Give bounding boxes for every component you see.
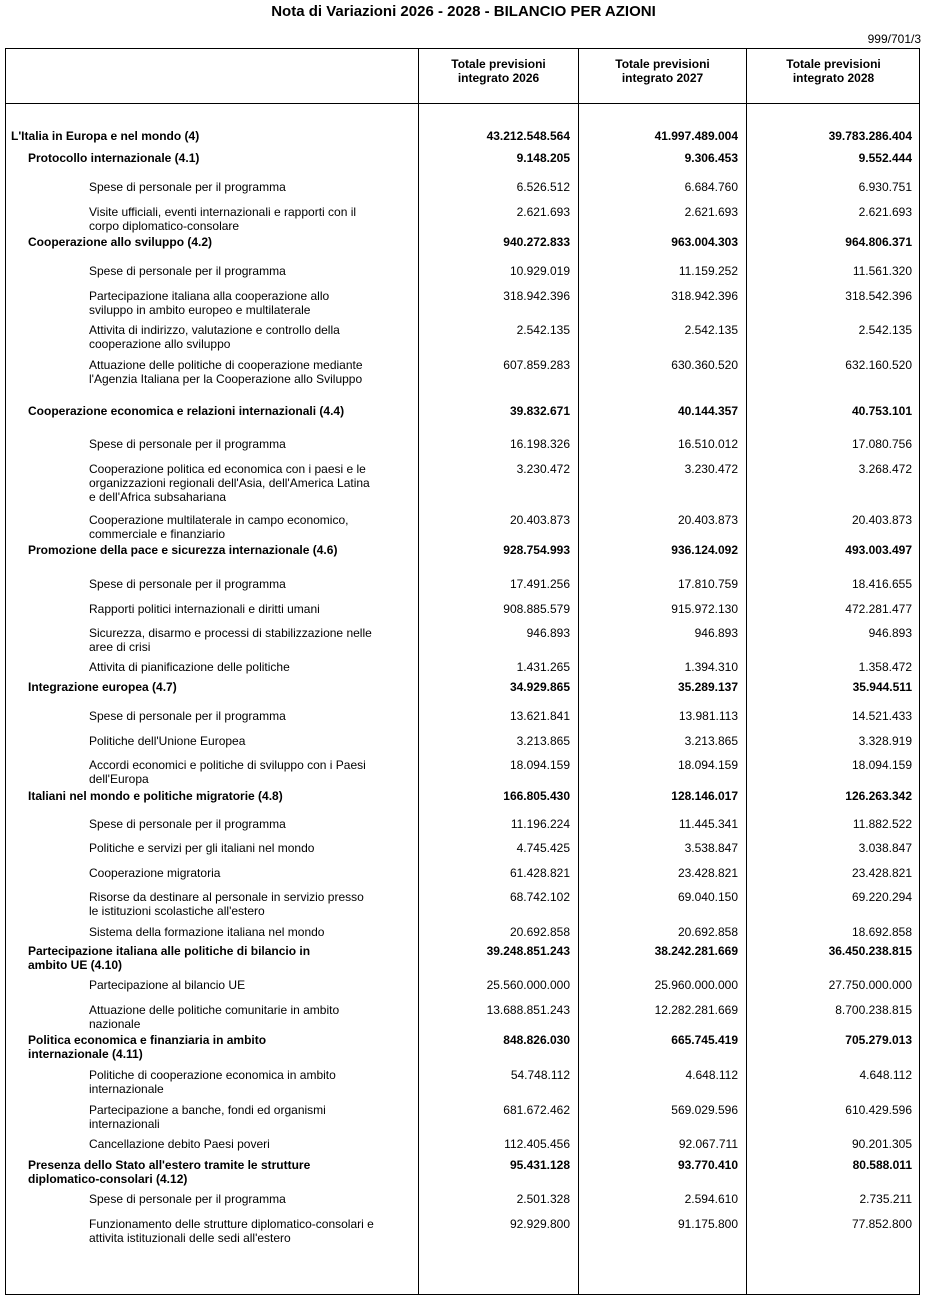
value-cell-2027: 665.745.419: [671, 1033, 738, 1047]
value-cell-2027: 38.242.281.669: [654, 944, 738, 958]
value-cell-2027: 17.810.759: [677, 577, 738, 591]
value-cell-2028: 2.621.693: [858, 205, 912, 219]
value-cell-2026: 2.621.693: [516, 205, 570, 219]
action-label: Spese di personale per il programma: [89, 437, 286, 451]
value-cell-2028: 3.268.472: [858, 462, 912, 476]
value-cell-2026: 61.428.821: [509, 866, 570, 880]
value-cell-2027: 18.094.159: [677, 758, 738, 772]
value-cell-2027: 946.893: [694, 626, 738, 640]
value-cell-2028: 964.806.371: [845, 235, 912, 249]
value-cell-2028: 6.930.751: [858, 180, 912, 194]
value-cell-2026: 95.431.128: [509, 1158, 570, 1172]
value-cell-2028: 318.542.396: [845, 289, 912, 303]
action-label: Cooperazione politica ed economica con i paesi e le organizzazioni regionali dell'Asia, dell'America Latina e dell'Africa subsahariana: [89, 462, 370, 504]
value-cell-2028: 23.428.821: [851, 866, 912, 880]
value-cell-2027: 41.997.489.004: [654, 129, 738, 143]
value-cell-2028: 4.648.112: [859, 1068, 912, 1082]
value-cell-2026: 2.501.328: [516, 1192, 570, 1206]
value-cell-2028: 472.281.477: [845, 602, 912, 616]
value-cell-2028: 18.094.159: [851, 758, 912, 772]
value-cell-2026: 11.196.224: [510, 817, 570, 831]
value-cell-2027: 1.394.310: [684, 660, 738, 674]
value-cell-2026: 39.248.851.243: [486, 944, 570, 958]
column-header-line: integrato 2027: [621, 71, 704, 85]
value-cell-2026: 318.942.396: [503, 289, 570, 303]
value-cell-2026: 2.542.135: [516, 323, 570, 337]
action-label: Cancellazione debito Paesi poveri: [89, 1137, 270, 1151]
value-cell-2026: 1.431.265: [516, 660, 570, 674]
value-cell-2026: 34.929.865: [509, 680, 570, 694]
value-cell-2028: 27.750.000.000: [828, 978, 912, 992]
value-cell-2028: 8.700.238.815: [835, 1003, 912, 1017]
value-cell-2026: 92.929.800: [509, 1217, 570, 1231]
value-cell-2028: 40.753.101: [851, 404, 912, 418]
value-cell-2027: 16.510.012: [677, 437, 738, 451]
value-cell-2026: 3.213.865: [516, 734, 570, 748]
action-label: Spese di personale per il programma: [89, 180, 286, 194]
column-header-2026: [419, 57, 578, 85]
column-header-line: integrato 2028: [792, 71, 875, 85]
action-label: Partecipazione a banche, fondi ed organismi internazionali: [89, 1103, 326, 1131]
action-label: Attivita di pianificazione delle politiche: [89, 660, 290, 674]
program-label: Partecipazione italiana alle politiche di bilancio in ambito UE (4.10): [28, 944, 311, 972]
value-cell-2028: 77.852.800: [851, 1217, 912, 1231]
value-cell-2026: 940.272.833: [503, 235, 570, 249]
program-label: Protocollo internazionale (4.1): [28, 151, 200, 165]
value-cell-2026: 112.405.456: [504, 1137, 570, 1151]
action-label: Spese di personale per il programma: [89, 264, 286, 278]
value-cell-2028: 493.003.497: [845, 543, 912, 557]
program-label: Politica economica e finanziaria in ambito internazionale (4.11): [28, 1033, 267, 1061]
value-cell-2026: 166.805.430: [503, 789, 570, 803]
action-label: Partecipazione al bilancio UE: [89, 978, 246, 992]
value-cell-2027: 915.972.130: [671, 602, 738, 616]
action-label: Risorse da destinare al personale in servizio presso le istituzioni scolastiche all'estero: [89, 890, 364, 918]
value-cell-2026: 25.560.000.000: [486, 978, 570, 992]
value-cell-2026: 43.212.548.564: [486, 129, 570, 143]
value-cell-2026: 18.094.159: [509, 758, 570, 772]
action-label: Accordi economici e politiche di sviluppo con i Paesi dell'Europa: [89, 758, 366, 786]
header-divider: [5, 103, 920, 104]
page-title: Nota di Variazioni 2026 - 2028 - BILANCIO PER AZIONI: [271, 3, 656, 20]
program-label: Presenza dello Stato all'estero tramite le strutture diplomatico-consolari (4.12): [28, 1158, 311, 1186]
value-cell-2026: 13.688.851.243: [486, 1003, 570, 1017]
value-cell-2027: 569.029.596: [671, 1103, 738, 1117]
value-cell-2028: 946.893: [868, 626, 912, 640]
value-cell-2027: 4.648.112: [685, 1068, 738, 1082]
value-cell-2027: 2.621.693: [684, 205, 738, 219]
value-cell-2026: 13.621.841: [509, 709, 570, 723]
value-cell-2028: 11.561.320: [852, 264, 912, 278]
program-label: Cooperazione economica e relazioni internazionali (4.4): [28, 404, 345, 418]
action-label: Spese di personale per il programma: [89, 817, 286, 831]
value-cell-2026: 20.403.873: [509, 513, 570, 527]
column-header-2028: [747, 57, 920, 85]
action-label: Rapporti politici internazionali e diritti umani: [89, 602, 320, 616]
column-header-line: Totale previsioni: [786, 57, 881, 71]
action-label: Cooperazione multilaterale in campo economico, commerciale e finanziario: [89, 513, 349, 541]
value-cell-2028: 39.783.286.404: [828, 129, 912, 143]
value-cell-2027: 936.124.092: [671, 543, 738, 557]
value-cell-2026: 39.832.671: [509, 404, 570, 418]
value-cell-2026: 908.885.579: [503, 602, 570, 616]
action-label: Attuazione delle politiche di cooperazione mediante l'Agenzia Italiana per la Cooperazione allo Sviluppo: [89, 358, 363, 386]
value-cell-2028: 3.038.847: [858, 841, 912, 855]
action-label: Spese di personale per il programma: [89, 709, 286, 723]
value-cell-2026: 68.742.102: [509, 890, 570, 904]
value-cell-2026: 848.826.030: [503, 1033, 570, 1047]
value-cell-2028: 90.201.305: [851, 1137, 912, 1151]
column-header-line: Totale previsioni: [451, 57, 546, 71]
action-label: Sistema della formazione italiana nel mondo: [89, 925, 325, 939]
value-cell-2028: 9.552.444: [858, 151, 912, 165]
value-cell-2027: 963.004.303: [671, 235, 738, 249]
value-cell-2026: 607.859.283: [503, 358, 570, 372]
program-label: Cooperazione allo sviluppo (4.2): [28, 235, 213, 249]
value-cell-2027: 69.040.150: [677, 890, 738, 904]
value-cell-2028: 2.735.211: [859, 1192, 912, 1206]
value-cell-2026: 681.672.462: [503, 1103, 570, 1117]
value-cell-2027: 630.360.520: [671, 358, 738, 372]
action-label: Visite ufficiali, eventi internazionali e rapporti con il corpo diplomatico-consolare: [89, 205, 357, 233]
program-label: Integrazione europea (4.7): [28, 680, 177, 694]
action-label: Cooperazione migratoria: [89, 866, 221, 880]
value-cell-2027: 91.175.800: [677, 1217, 738, 1231]
value-cell-2028: 36.450.238.815: [828, 944, 912, 958]
value-cell-2028: 1.358.472: [858, 660, 912, 674]
action-label: Politiche dell'Unione Europea: [89, 734, 246, 748]
value-cell-2027: 2.542.135: [684, 323, 738, 337]
value-cell-2027: 12.282.281.669: [654, 1003, 738, 1017]
value-cell-2026: 17.491.256: [509, 577, 570, 591]
action-label: Funzionamento delle strutture diplomatico-consolari e attivita istituzionali delle sedi all'estero: [89, 1217, 374, 1245]
value-cell-2027: 25.960.000.000: [654, 978, 738, 992]
mission-label: L'Italia in Europa e nel mondo (4): [11, 129, 200, 143]
value-cell-2028: 20.403.873: [851, 513, 912, 527]
value-cell-2026: 3.230.472: [516, 462, 570, 476]
value-cell-2027: 20.403.873: [677, 513, 738, 527]
value-cell-2026: 20.692.858: [509, 925, 570, 939]
value-cell-2028: 80.588.011: [852, 1158, 912, 1172]
action-label: Politiche di cooperazione economica in ambito internazionale: [89, 1068, 336, 1096]
document-id: 999/701/3: [867, 32, 921, 46]
value-cell-2028: 3.328.919: [858, 734, 912, 748]
value-cell-2027: 11.445.341: [678, 817, 738, 831]
column-header-line: integrato 2026: [457, 71, 540, 85]
value-cell-2026: 10.929.019: [509, 264, 570, 278]
value-cell-2028: 18.416.655: [851, 577, 912, 591]
action-label: Attivita di indirizzo, valutazione e controllo della cooperazione allo sviluppo: [89, 323, 340, 351]
action-label: Spese di personale per il programma: [89, 577, 286, 591]
value-cell-2026: 928.754.993: [503, 543, 570, 557]
value-cell-2028: 705.279.013: [845, 1033, 912, 1047]
value-cell-2026: 6.526.512: [516, 180, 570, 194]
program-label: Italiani nel mondo e politiche migratorie (4.8): [28, 789, 283, 803]
value-cell-2028: 35.944.511: [852, 680, 912, 694]
value-cell-2026: 946.893: [526, 626, 570, 640]
value-cell-2028: 69.220.294: [851, 890, 912, 904]
value-cell-2027: 23.428.821: [677, 866, 738, 880]
program-label: Promozione della pace e sicurezza internazionale (4.6): [28, 543, 338, 557]
value-cell-2027: 3.230.472: [684, 462, 738, 476]
action-label: Sicurezza, disarmo e processi di stabilizzazione nelle aree di crisi: [89, 626, 372, 654]
value-cell-2027: 11.159.252: [678, 264, 738, 278]
value-cell-2026: 16.198.326: [509, 437, 570, 451]
column-header-2027: [579, 57, 746, 85]
value-cell-2027: 3.538.847: [684, 841, 738, 855]
value-cell-2027: 318.942.396: [671, 289, 738, 303]
value-cell-2027: 3.213.865: [684, 734, 738, 748]
action-label: Attuazione delle politiche comunitarie in ambito nazionale: [89, 1003, 340, 1031]
value-cell-2028: 632.160.520: [845, 358, 912, 372]
value-cell-2028: 11.882.522: [852, 817, 912, 831]
action-label: Spese di personale per il programma: [89, 1192, 286, 1206]
value-cell-2027: 2.594.610: [684, 1192, 738, 1206]
value-cell-2027: 92.067.711: [678, 1137, 738, 1151]
value-cell-2026: 4.745.425: [516, 841, 570, 855]
value-cell-2027: 20.692.858: [677, 925, 738, 939]
value-cell-2027: 13.981.113: [678, 709, 738, 723]
value-cell-2027: 6.684.760: [684, 180, 738, 194]
value-cell-2026: 9.148.205: [516, 151, 570, 165]
value-cell-2027: 9.306.453: [684, 151, 738, 165]
value-cell-2027: 128.146.017: [671, 789, 738, 803]
column-header-line: Totale previsioni: [615, 57, 710, 71]
action-label: Partecipazione italiana alla cooperazione allo sviluppo in ambito europeo e multilaterale: [89, 289, 330, 317]
value-cell-2028: 14.521.433: [851, 709, 912, 723]
value-cell-2028: 18.692.858: [851, 925, 912, 939]
value-cell-2028: 2.542.135: [858, 323, 912, 337]
value-cell-2027: 40.144.357: [677, 404, 738, 418]
value-cell-2026: 54.748.112: [510, 1068, 570, 1082]
value-cell-2028: 17.080.756: [851, 437, 912, 451]
action-label: Politiche e servizi per gli italiani nel mondo: [89, 841, 315, 855]
value-cell-2027: 35.289.137: [677, 680, 738, 694]
value-cell-2027: 93.770.410: [677, 1158, 738, 1172]
value-cell-2028: 126.263.342: [845, 789, 912, 803]
value-cell-2028: 610.429.596: [845, 1103, 912, 1117]
